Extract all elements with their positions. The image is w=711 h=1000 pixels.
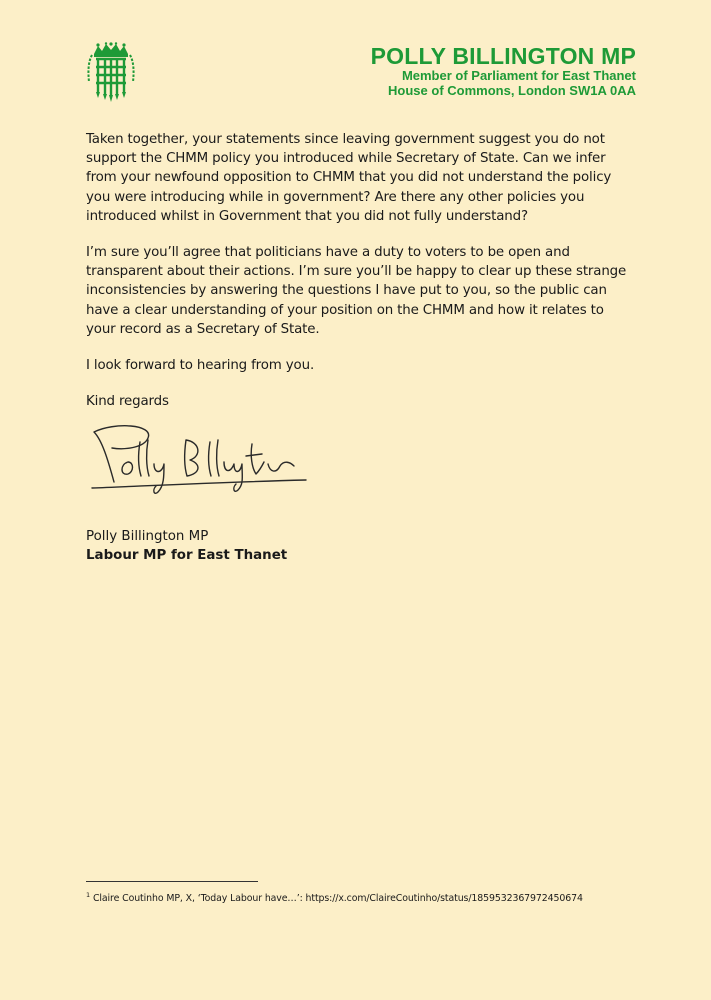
signoff-title: Labour MP for East Thanet xyxy=(86,548,288,563)
footnote xyxy=(86,888,583,906)
body-paragraph: I’m sure you’ll agree that politicians have a duty to voters to be open and transparent about their actions. I’m sure you’ll be happy to clear up these strange inconsistencies by answering the questions I have put to you, so the public can have a clear understanding of your position on the CHMM and how it relates to your record as a Secretary of State. xyxy=(86,245,627,337)
letterhead-text xyxy=(371,44,636,98)
signoff xyxy=(86,527,287,565)
signoff-name: Polly Billington MP xyxy=(86,529,209,544)
footnote-number: 1 xyxy=(86,891,91,899)
footnote-divider xyxy=(86,881,258,882)
footnote-text: Claire Coutinho MP, X, ‘Today Labour have…’: https://x.com/ClaireCoutinho/status/1859532367972450674 xyxy=(92,893,583,905)
portcullis-icon xyxy=(86,42,136,104)
address-line: House of Commons, London SW1A 0AA xyxy=(388,83,636,98)
handwritten-signature xyxy=(84,420,314,500)
constituency-line: Member of Parliament for East Thanet xyxy=(401,68,636,83)
mp-name: POLLY BILLINGTON MP xyxy=(370,43,636,69)
body-paragraph: I look forward to hearing from you. xyxy=(86,358,315,374)
closing-salutation: Kind regards xyxy=(86,394,169,410)
body-paragraph: Taken together, your statements since leaving government suggest you do not support the CHMM policy you introduced while Secretary of State. Can we infer from your newfound opposition to CHMM that you did not understand the policy you were introducing while in government? Are there any other policies you introduced whilst in Government that you did not fully understand? xyxy=(86,132,612,224)
letterhead xyxy=(0,0,711,110)
letter-body xyxy=(86,130,631,428)
